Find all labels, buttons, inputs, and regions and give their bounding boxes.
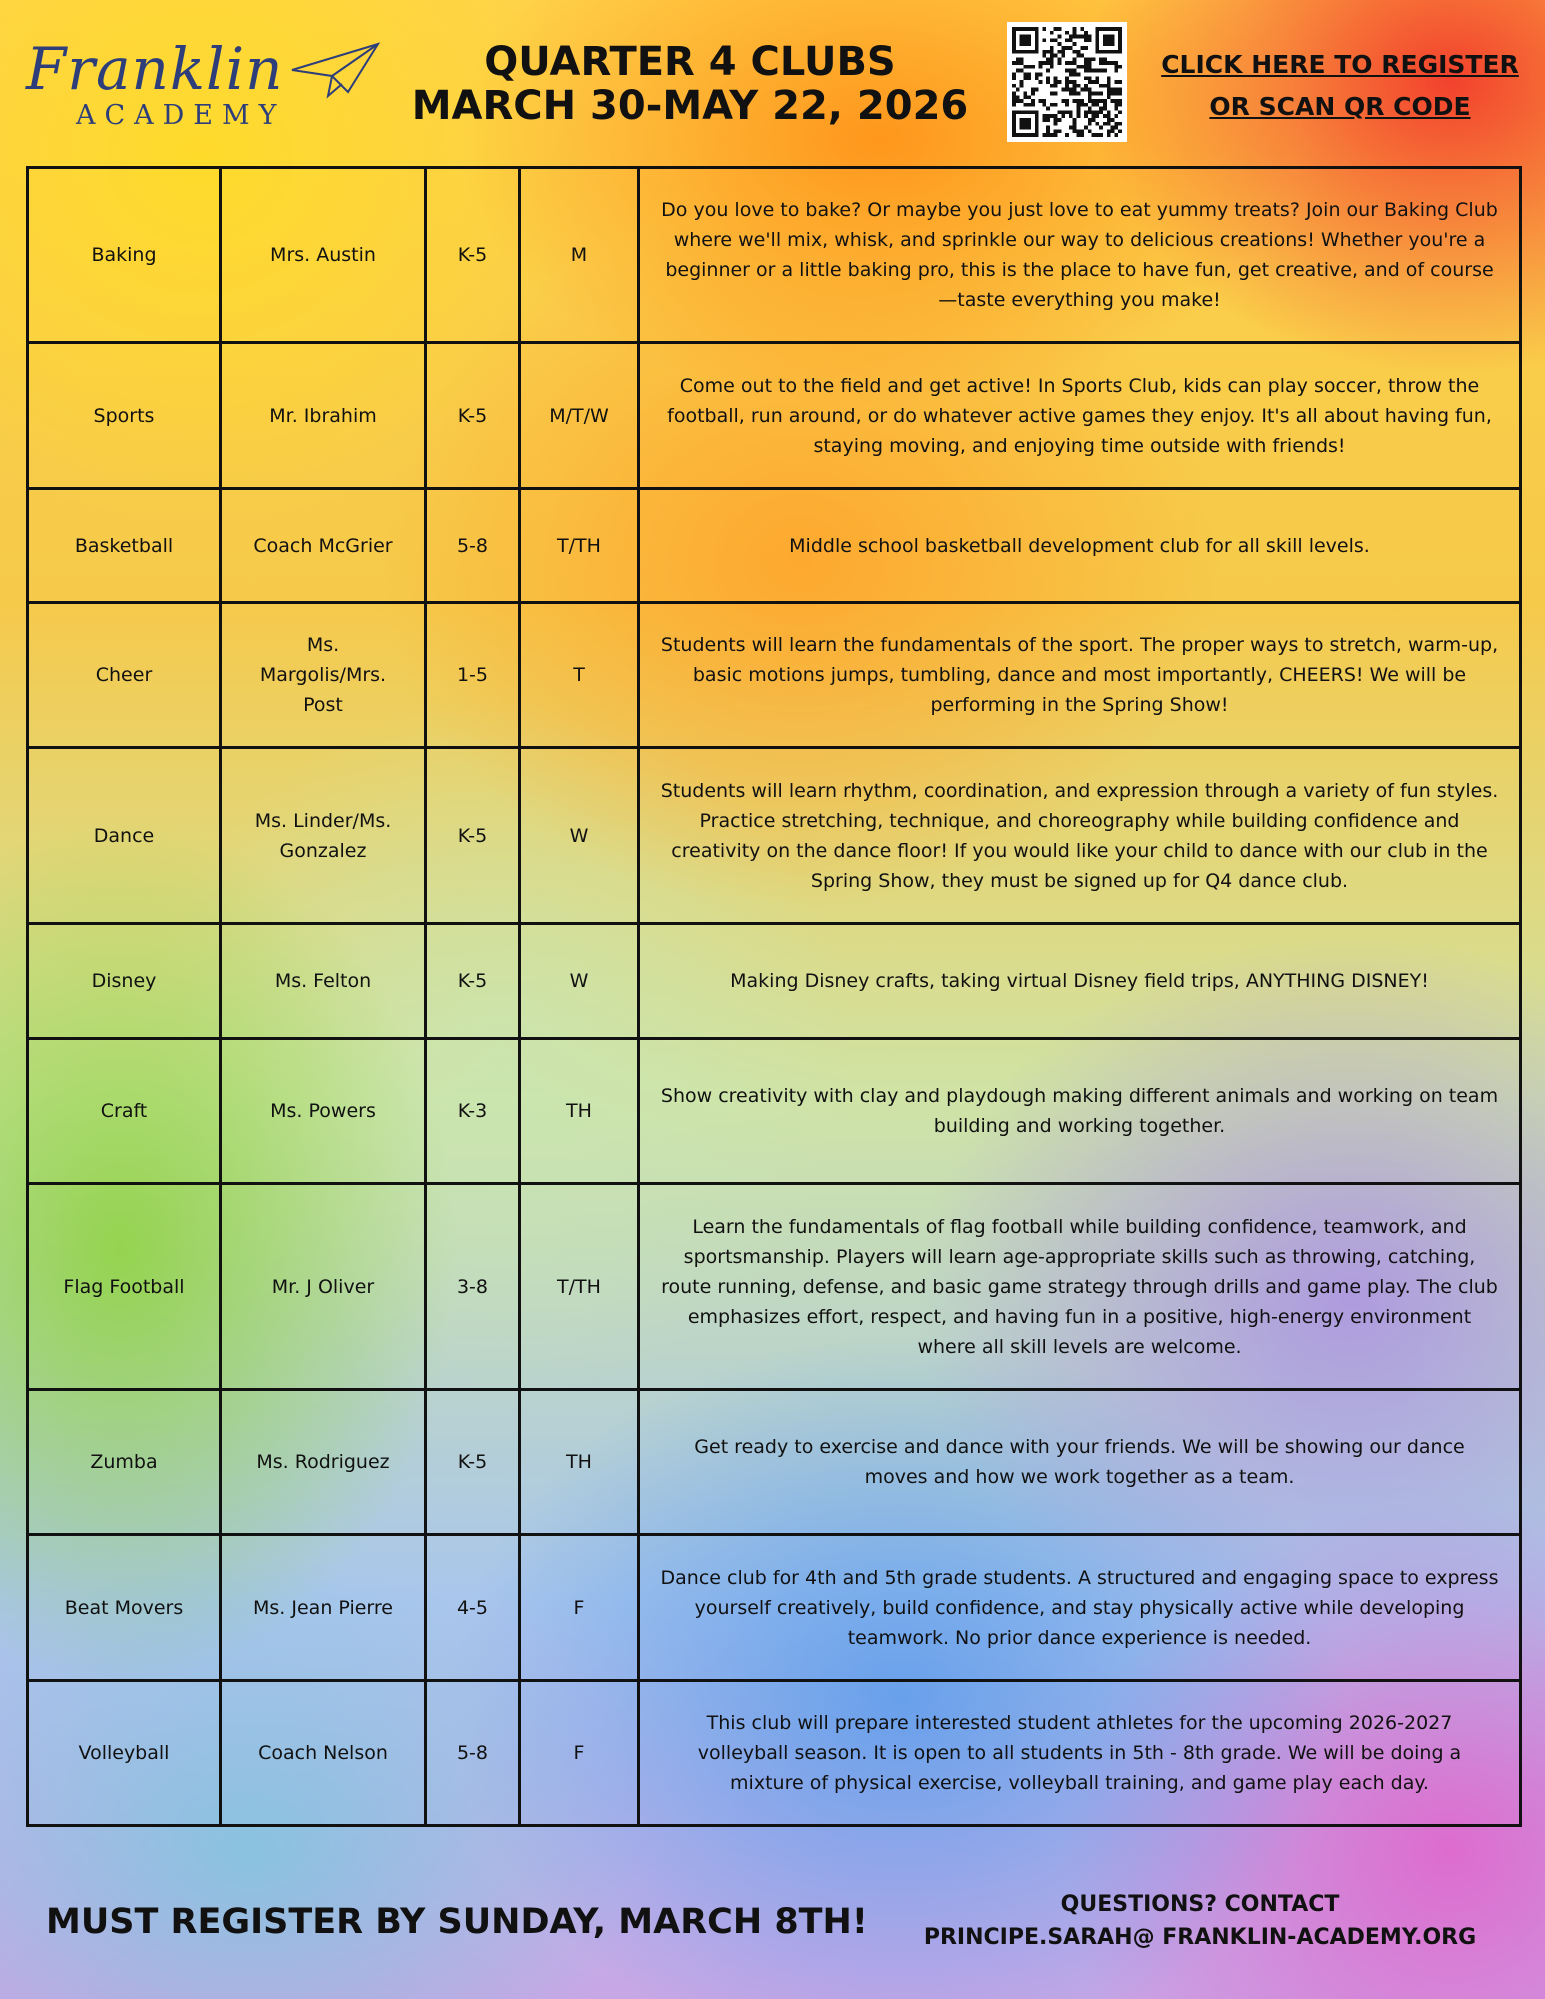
- club-grades: 4-5: [426, 1535, 520, 1681]
- club-teacher: Ms. Jean Pierre: [221, 1535, 426, 1681]
- table-row: [28, 603, 1521, 748]
- register-line-2: OR SCAN QR CODE: [1209, 92, 1471, 121]
- club-grades: K-5: [426, 924, 520, 1039]
- club-description: Students will learn rhythm, coordination, and expression through a variety of fun styles. Practice stretching, technique, and choreography while building confidence and creativity on the dance floor! If you would like your child to dance with our club in the Spring Show, they must be signed up for Q4 dance club.: [639, 748, 1521, 924]
- contact-heading: QUESTIONS? CONTACT: [1060, 1892, 1340, 1917]
- table-row: [28, 924, 1521, 1039]
- title-line-2: MARCH 30-MAY 22, 2026: [411, 83, 969, 129]
- contact-info: [920, 1888, 1480, 1954]
- club-days: TH: [520, 1039, 639, 1184]
- club-grades: K-5: [426, 748, 520, 924]
- table-row: [28, 168, 1521, 343]
- club-name: Beat Movers: [28, 1535, 221, 1681]
- club-name: Craft: [28, 1039, 221, 1184]
- page-title: [400, 40, 980, 128]
- club-teacher: Ms. Rodriguez: [221, 1390, 426, 1535]
- club-grades: K-3: [426, 1039, 520, 1184]
- table-row: [28, 343, 1521, 489]
- club-days: T/TH: [520, 1184, 639, 1390]
- logo-name: Franklin: [26, 35, 284, 103]
- club-name: Disney: [28, 924, 221, 1039]
- club-description: Learn the fundamentals of flag football while building confidence, teamwork, and sportsmanship. Players will learn age-appropriate skills such as throwing, catching, route running, defense, and basic game strategy through drills and game play. The club emphasizes effort, respect, and having fun in a positive, high-energy environment where all skill levels are welcome.: [639, 1184, 1521, 1390]
- club-name: Dance: [28, 748, 221, 924]
- club-grades: 5-8: [426, 1681, 520, 1826]
- club-description: Come out to the field and get active! In Sports Club, kids can play soccer, throw the football, run around, or do whatever active games they enjoy. It's all about having fun, staying moving, and enjoying time outside with friends!: [639, 343, 1521, 489]
- club-grades: K-5: [426, 168, 520, 343]
- title-line-1: QUARTER 4 CLUBS: [484, 39, 896, 85]
- club-description: Making Disney crafts, taking virtual Disney field trips, ANYTHING DISNEY!: [639, 924, 1521, 1039]
- clubs-table: [26, 166, 1522, 1827]
- club-description: Middle school basketball development club for all skill levels.: [639, 489, 1521, 603]
- club-grades: 3-8: [426, 1184, 520, 1390]
- register-line-1: CLICK HERE TO REGISTER: [1161, 50, 1519, 79]
- club-days: M/T/W: [520, 343, 639, 489]
- franklin-academy-logo: [26, 35, 366, 140]
- table-row: [28, 1535, 1521, 1681]
- club-days: F: [520, 1681, 639, 1826]
- club-days: T: [520, 603, 639, 748]
- table-row: [28, 1184, 1521, 1390]
- club-teacher: Ms. Powers: [221, 1039, 426, 1184]
- club-grades: K-5: [426, 343, 520, 489]
- club-days: W: [520, 748, 639, 924]
- table-row: [28, 748, 1521, 924]
- table-row: [28, 489, 1521, 603]
- club-days: T/TH: [520, 489, 639, 603]
- registration-deadline: MUST REGISTER BY SUNDAY, MARCH 8TH!: [46, 1902, 868, 1942]
- qr-code-icon[interactable]: [1007, 22, 1127, 142]
- club-description: Get ready to exercise and dance with your friends. We will be showing our dance moves and how we work together as a team.: [639, 1390, 1521, 1535]
- register-link[interactable]: [1150, 44, 1530, 128]
- paper-plane-icon: [288, 40, 382, 100]
- club-description: Dance club for 4th and 5th grade students. A structured and engaging space to express yourself creatively, build confidence, and stay physically active while developing teamwork. No prior dance experience is needed.: [639, 1535, 1521, 1681]
- club-name: Zumba: [28, 1390, 221, 1535]
- club-description: Do you love to bake? Or maybe you just love to eat yummy treats? Join our Baking Club where we'll mix, whisk, and sprinkle our way to delicious creations! Whether you're a beginner or a little baking pro, this is the place to have fun, get creative, and of course—taste everything you make!: [639, 168, 1521, 343]
- club-name: Basketball: [28, 489, 221, 603]
- table-row: [28, 1681, 1521, 1826]
- club-teacher: Ms. Felton: [221, 924, 426, 1039]
- club-teacher: Mr. Ibrahim: [221, 343, 426, 489]
- club-name: Baking: [28, 168, 221, 343]
- club-days: M: [520, 168, 639, 343]
- club-description: Students will learn the fundamentals of the sport. The proper ways to stretch, warm-up, basic motions jumps, tumbling, dance and most importantly, CHEERS! We will be performing in the Spring Show!: [639, 603, 1521, 748]
- club-teacher: Mr. J Oliver: [221, 1184, 426, 1390]
- logo-subtitle: ACADEMY: [76, 100, 286, 131]
- club-days: W: [520, 924, 639, 1039]
- club-teacher: Ms. Margolis/Mrs. Post: [221, 603, 426, 748]
- club-name: Volleyball: [28, 1681, 221, 1826]
- club-grades: 5-8: [426, 489, 520, 603]
- club-grades: K-5: [426, 1390, 520, 1535]
- club-days: F: [520, 1535, 639, 1681]
- club-name: Flag Football: [28, 1184, 221, 1390]
- club-description: This club will prepare interested student athletes for the upcoming 2026-2027 volleyball season. It is open to all students in 5th - 8th grade. We will be doing a mixture of physical exercise, volleyball training, and game play each day.: [639, 1681, 1521, 1826]
- table-row: [28, 1390, 1521, 1535]
- club-grades: 1-5: [426, 603, 520, 748]
- club-teacher: Mrs. Austin: [221, 168, 426, 343]
- club-name: Cheer: [28, 603, 221, 748]
- table-row: [28, 1039, 1521, 1184]
- club-name: Sports: [28, 343, 221, 489]
- club-teacher: Coach McGrier: [221, 489, 426, 603]
- club-days: TH: [520, 1390, 639, 1535]
- club-description: Show creativity with clay and playdough making different animals and working on team building and working together.: [639, 1039, 1521, 1184]
- club-teacher: Coach Nelson: [221, 1681, 426, 1826]
- club-teacher: Ms. Linder/Ms. Gonzalez: [221, 748, 426, 924]
- contact-email[interactable]: PRINCIPE.SARAH@ FRANKLIN-ACADEMY.ORG: [923, 1925, 1477, 1950]
